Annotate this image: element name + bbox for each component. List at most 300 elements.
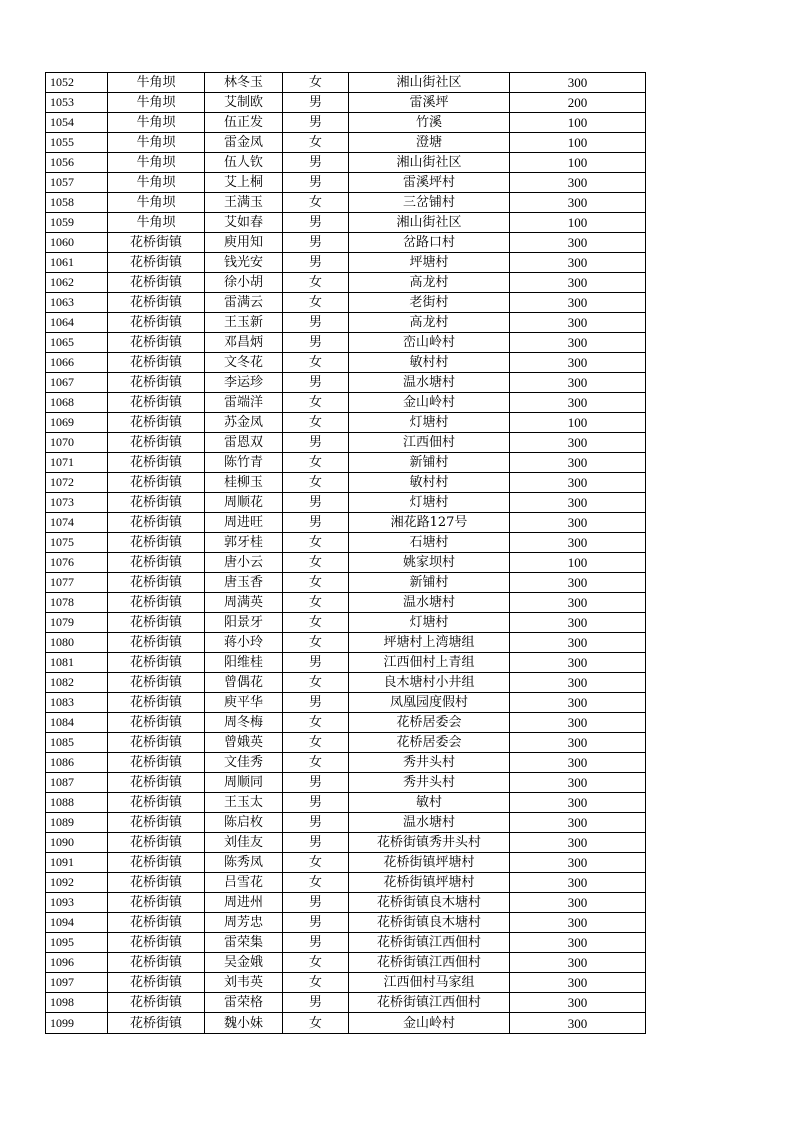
table-row: [46, 373, 646, 393]
person-name-cell: 阳维桂: [205, 653, 283, 673]
town-cell: 牛角坝: [108, 73, 205, 93]
address-cell: 石塘村: [349, 533, 510, 553]
record-number-cell: 1088: [46, 793, 108, 813]
person-name-cell: 吴金娥: [205, 953, 283, 973]
table-row: [46, 773, 646, 793]
address-cell: 雷溪坪: [349, 93, 510, 113]
table-row: [46, 173, 646, 193]
record-number-cell: 1059: [46, 213, 108, 233]
gender-cell: 女: [283, 273, 349, 293]
town-cell: 花桥街镇: [108, 573, 205, 593]
person-name-cell: 王玉新: [205, 313, 283, 333]
address-cell: 高龙村: [349, 313, 510, 333]
address-cell: 花桥居委会: [349, 713, 510, 733]
town-cell: 花桥街镇: [108, 993, 205, 1013]
person-name-cell: 徐小胡: [205, 273, 283, 293]
person-name-cell: 刘佳友: [205, 833, 283, 853]
address-cell: 岔路口村: [349, 233, 510, 253]
record-number-cell: 1077: [46, 573, 108, 593]
record-number-cell: 1085: [46, 733, 108, 753]
town-cell: 牛角坝: [108, 213, 205, 233]
record-number-cell: 1078: [46, 593, 108, 613]
record-number-cell: 1093: [46, 893, 108, 913]
address-cell: 温水塘村: [349, 593, 510, 613]
person-name-cell: 雷荣格: [205, 993, 283, 1013]
amount-cell: 300: [510, 353, 646, 373]
town-cell: 牛角坝: [108, 113, 205, 133]
table-row: [46, 653, 646, 673]
record-number-cell: 1082: [46, 673, 108, 693]
record-number-cell: 1087: [46, 773, 108, 793]
record-number-cell: 1055: [46, 133, 108, 153]
amount-cell: 300: [510, 313, 646, 333]
town-cell: 花桥街镇: [108, 513, 205, 533]
table-row: [46, 473, 646, 493]
record-number-cell: 1067: [46, 373, 108, 393]
town-cell: 花桥街镇: [108, 893, 205, 913]
person-name-cell: 周顺花: [205, 493, 283, 513]
amount-cell: 100: [510, 413, 646, 433]
gender-cell: 男: [283, 773, 349, 793]
address-cell: 花桥街镇江西佃村: [349, 993, 510, 1013]
record-number-cell: 1053: [46, 93, 108, 113]
record-number-cell: 1096: [46, 953, 108, 973]
table-row: [46, 913, 646, 933]
amount-cell: 300: [510, 433, 646, 453]
record-number-cell: 1090: [46, 833, 108, 853]
table-row: [46, 333, 646, 353]
person-name-cell: 曾娥英: [205, 733, 283, 753]
gender-cell: 女: [283, 1013, 349, 1034]
town-cell: 花桥街镇: [108, 813, 205, 833]
person-name-cell: 雷金凤: [205, 133, 283, 153]
address-cell: 花桥街镇良木塘村: [349, 913, 510, 933]
record-number-cell: 1099: [46, 1013, 108, 1034]
table-row: [46, 873, 646, 893]
town-cell: 花桥街镇: [108, 553, 205, 573]
person-name-cell: 王玉太: [205, 793, 283, 813]
table-row: [46, 533, 646, 553]
table-row: [46, 753, 646, 773]
amount-cell: 300: [510, 273, 646, 293]
amount-cell: 300: [510, 773, 646, 793]
amount-cell: 100: [510, 153, 646, 173]
gender-cell: 男: [283, 373, 349, 393]
amount-cell: 300: [510, 673, 646, 693]
town-cell: 花桥街镇: [108, 333, 205, 353]
person-name-cell: 周进旺: [205, 513, 283, 533]
amount-cell: 200: [510, 93, 646, 113]
person-name-cell: 艾上桐: [205, 173, 283, 193]
town-cell: 花桥街镇: [108, 913, 205, 933]
amount-cell: 100: [510, 133, 646, 153]
gender-cell: 男: [283, 513, 349, 533]
person-name-cell: 雷恩双: [205, 433, 283, 453]
table-row: [46, 273, 646, 293]
amount-cell: 300: [510, 293, 646, 313]
amount-cell: 100: [510, 113, 646, 133]
table-row: [46, 933, 646, 953]
address-cell: 峦山岭村: [349, 333, 510, 353]
person-name-cell: 陈秀凤: [205, 853, 283, 873]
address-cell: 凤凰园度假村: [349, 693, 510, 713]
town-cell: 花桥街镇: [108, 533, 205, 553]
person-name-cell: 唐小云: [205, 553, 283, 573]
amount-cell: 300: [510, 633, 646, 653]
address-cell: 秀井头村: [349, 753, 510, 773]
person-name-cell: 周满英: [205, 593, 283, 613]
gender-cell: 女: [283, 553, 349, 573]
table-row: [46, 553, 646, 573]
address-cell: 澄塘: [349, 133, 510, 153]
amount-cell: 300: [510, 973, 646, 993]
amount-cell: 100: [510, 553, 646, 573]
table-row: [46, 573, 646, 593]
town-cell: 花桥街镇: [108, 1013, 205, 1034]
table-row: [46, 673, 646, 693]
gender-cell: 女: [283, 953, 349, 973]
address-cell: 金山岭村: [349, 393, 510, 413]
table-row: [46, 833, 646, 853]
record-number-cell: 1089: [46, 813, 108, 833]
town-cell: 花桥街镇: [108, 373, 205, 393]
table-row: [46, 813, 646, 833]
amount-cell: 300: [510, 953, 646, 973]
person-name-cell: 阳景牙: [205, 613, 283, 633]
amount-cell: 300: [510, 933, 646, 953]
record-number-cell: 1070: [46, 433, 108, 453]
gender-cell: 女: [283, 853, 349, 873]
amount-cell: 300: [510, 853, 646, 873]
gender-cell: 女: [283, 353, 349, 373]
amount-cell: 300: [510, 373, 646, 393]
amount-cell: 300: [510, 453, 646, 473]
person-name-cell: 吕雪花: [205, 873, 283, 893]
address-cell: 花桥街镇江西佃村: [349, 953, 510, 973]
table-row: [46, 433, 646, 453]
town-cell: 花桥街镇: [108, 773, 205, 793]
table-row: [46, 893, 646, 913]
table-row: [46, 193, 646, 213]
town-cell: 花桥街镇: [108, 273, 205, 293]
amount-cell: 300: [510, 913, 646, 933]
address-cell: 湘山街社区: [349, 213, 510, 233]
record-number-cell: 1086: [46, 753, 108, 773]
address-cell: 三岔铺村: [349, 193, 510, 213]
record-number-cell: 1061: [46, 253, 108, 273]
person-name-cell: 雷荣集: [205, 933, 283, 953]
person-name-cell: 雷端洋: [205, 393, 283, 413]
table-row: [46, 513, 646, 533]
amount-cell: 300: [510, 653, 646, 673]
town-cell: 花桥街镇: [108, 393, 205, 413]
amount-cell: 300: [510, 1013, 646, 1034]
amount-cell: 300: [510, 533, 646, 553]
record-number-cell: 1054: [46, 113, 108, 133]
gender-cell: 男: [283, 253, 349, 273]
record-number-cell: 1084: [46, 713, 108, 733]
person-name-cell: 邓昌炳: [205, 333, 283, 353]
gender-cell: 男: [283, 313, 349, 333]
gender-cell: 女: [283, 453, 349, 473]
person-name-cell: 蒋小玲: [205, 633, 283, 653]
amount-cell: 300: [510, 813, 646, 833]
amount-cell: 300: [510, 473, 646, 493]
record-number-cell: 1052: [46, 73, 108, 93]
record-number-cell: 1072: [46, 473, 108, 493]
person-name-cell: 艾制欧: [205, 93, 283, 113]
gender-cell: 女: [283, 633, 349, 653]
amount-cell: 300: [510, 753, 646, 773]
person-name-cell: 刘韦英: [205, 973, 283, 993]
table-row: [46, 293, 646, 313]
town-cell: 花桥街镇: [108, 253, 205, 273]
address-cell: 新铺村: [349, 573, 510, 593]
record-number-cell: 1066: [46, 353, 108, 373]
amount-cell: 300: [510, 73, 646, 93]
address-cell: 坪塘村: [349, 253, 510, 273]
address-cell: 湘花路127号: [349, 513, 510, 533]
amount-cell: 300: [510, 593, 646, 613]
town-cell: 花桥街镇: [108, 733, 205, 753]
gender-cell: 男: [283, 173, 349, 193]
town-cell: 花桥街镇: [108, 973, 205, 993]
table-row: [46, 113, 646, 133]
gender-cell: 女: [283, 293, 349, 313]
gender-cell: 女: [283, 713, 349, 733]
record-number-cell: 1097: [46, 973, 108, 993]
record-number-cell: 1062: [46, 273, 108, 293]
table-row: [46, 1013, 646, 1034]
town-cell: 花桥街镇: [108, 233, 205, 253]
town-cell: 花桥街镇: [108, 753, 205, 773]
gender-cell: 女: [283, 593, 349, 613]
record-number-cell: 1060: [46, 233, 108, 253]
gender-cell: 男: [283, 333, 349, 353]
town-cell: 花桥街镇: [108, 633, 205, 653]
record-number-cell: 1068: [46, 393, 108, 413]
person-name-cell: 周冬梅: [205, 713, 283, 733]
person-name-cell: 伍人钦: [205, 153, 283, 173]
amount-cell: 300: [510, 993, 646, 1013]
record-number-cell: 1075: [46, 533, 108, 553]
address-cell: 竹溪: [349, 113, 510, 133]
person-name-cell: 雷满云: [205, 293, 283, 313]
gender-cell: 男: [283, 813, 349, 833]
amount-cell: 300: [510, 793, 646, 813]
town-cell: 花桥街镇: [108, 473, 205, 493]
amount-cell: 300: [510, 233, 646, 253]
gender-cell: 女: [283, 873, 349, 893]
amount-cell: 300: [510, 513, 646, 533]
gender-cell: 男: [283, 233, 349, 253]
amount-cell: 300: [510, 873, 646, 893]
table-row: [46, 253, 646, 273]
gender-cell: 女: [283, 753, 349, 773]
gender-cell: 男: [283, 833, 349, 853]
record-number-cell: 1092: [46, 873, 108, 893]
gender-cell: 女: [283, 473, 349, 493]
address-cell: 金山岭村: [349, 1013, 510, 1034]
gender-cell: 男: [283, 993, 349, 1013]
address-cell: 姚家坝村: [349, 553, 510, 573]
amount-cell: 300: [510, 333, 646, 353]
table-row: [46, 993, 646, 1013]
table-row: [46, 973, 646, 993]
address-cell: 新铺村: [349, 453, 510, 473]
address-cell: 花桥街镇秀井头村: [349, 833, 510, 853]
town-cell: 牛角坝: [108, 153, 205, 173]
person-name-cell: 周顺同: [205, 773, 283, 793]
town-cell: 花桥街镇: [108, 653, 205, 673]
amount-cell: 300: [510, 493, 646, 513]
amount-cell: 100: [510, 213, 646, 233]
person-name-cell: 庾用知: [205, 233, 283, 253]
gender-cell: 女: [283, 973, 349, 993]
gender-cell: 男: [283, 113, 349, 133]
gender-cell: 女: [283, 673, 349, 693]
gender-cell: 男: [283, 933, 349, 953]
address-cell: 温水塘村: [349, 813, 510, 833]
gender-cell: 男: [283, 653, 349, 673]
amount-cell: 300: [510, 693, 646, 713]
gender-cell: 男: [283, 913, 349, 933]
address-cell: 花桥街镇坪塘村: [349, 873, 510, 893]
person-name-cell: 王满玉: [205, 193, 283, 213]
person-name-cell: 文佳秀: [205, 753, 283, 773]
address-cell: 花桥街镇良木塘村: [349, 893, 510, 913]
record-number-cell: 1058: [46, 193, 108, 213]
town-cell: 花桥街镇: [108, 713, 205, 733]
person-name-cell: 林冬玉: [205, 73, 283, 93]
record-number-cell: 1094: [46, 913, 108, 933]
address-cell: 灯塘村: [349, 613, 510, 633]
amount-cell: 300: [510, 833, 646, 853]
town-cell: 花桥街镇: [108, 833, 205, 853]
town-cell: 花桥街镇: [108, 693, 205, 713]
town-cell: 花桥街镇: [108, 953, 205, 973]
table-row: [46, 313, 646, 333]
town-cell: 花桥街镇: [108, 433, 205, 453]
table-row: [46, 713, 646, 733]
gender-cell: 女: [283, 73, 349, 93]
record-number-cell: 1091: [46, 853, 108, 873]
amount-cell: 300: [510, 613, 646, 633]
table-row: [46, 953, 646, 973]
address-cell: 江西佃村上青组: [349, 653, 510, 673]
record-number-cell: 1073: [46, 493, 108, 513]
town-cell: 牛角坝: [108, 93, 205, 113]
address-cell: 花桥居委会: [349, 733, 510, 753]
person-name-cell: 郭牙桂: [205, 533, 283, 553]
town-cell: 花桥街镇: [108, 313, 205, 333]
person-name-cell: 桂柳玉: [205, 473, 283, 493]
gender-cell: 女: [283, 393, 349, 413]
person-name-cell: 魏小妹: [205, 1013, 283, 1034]
record-number-cell: 1074: [46, 513, 108, 533]
gender-cell: 女: [283, 573, 349, 593]
record-number-cell: 1079: [46, 613, 108, 633]
record-number-cell: 1076: [46, 553, 108, 573]
address-cell: 灯塘村: [349, 493, 510, 513]
address-cell: 敏村村: [349, 473, 510, 493]
gender-cell: 女: [283, 733, 349, 753]
person-name-cell: 伍正发: [205, 113, 283, 133]
town-cell: 牛角坝: [108, 193, 205, 213]
record-number-cell: 1083: [46, 693, 108, 713]
town-cell: 牛角坝: [108, 133, 205, 153]
town-cell: 花桥街镇: [108, 673, 205, 693]
person-name-cell: 周芳忠: [205, 913, 283, 933]
gender-cell: 男: [283, 213, 349, 233]
table-row: [46, 733, 646, 753]
town-cell: 花桥街镇: [108, 853, 205, 873]
amount-cell: 300: [510, 733, 646, 753]
gender-cell: 女: [283, 133, 349, 153]
record-number-cell: 1071: [46, 453, 108, 473]
table-row: [46, 353, 646, 373]
town-cell: 牛角坝: [108, 173, 205, 193]
address-cell: 湘山街社区: [349, 153, 510, 173]
person-name-cell: 周进州: [205, 893, 283, 913]
address-cell: 花桥街镇坪塘村: [349, 853, 510, 873]
gender-cell: 女: [283, 193, 349, 213]
record-number-cell: 1081: [46, 653, 108, 673]
gender-cell: 男: [283, 893, 349, 913]
record-number-cell: 1056: [46, 153, 108, 173]
town-cell: 花桥街镇: [108, 413, 205, 433]
address-cell: 灯塘村: [349, 413, 510, 433]
address-cell: 坪塘村上湾塘组: [349, 633, 510, 653]
table-body: [46, 73, 646, 1034]
person-name-cell: 陈启枚: [205, 813, 283, 833]
address-cell: 花桥街镇江西佃村: [349, 933, 510, 953]
gender-cell: 男: [283, 153, 349, 173]
record-number-cell: 1069: [46, 413, 108, 433]
record-number-cell: 1063: [46, 293, 108, 313]
person-name-cell: 文冬花: [205, 353, 283, 373]
gender-cell: 男: [283, 693, 349, 713]
table-row: [46, 633, 646, 653]
amount-cell: 300: [510, 253, 646, 273]
table-row: [46, 613, 646, 633]
record-number-cell: 1057: [46, 173, 108, 193]
table-row: [46, 93, 646, 113]
table-row: [46, 73, 646, 93]
address-cell: 江西佃村: [349, 433, 510, 453]
town-cell: 花桥街镇: [108, 933, 205, 953]
record-number-cell: 1098: [46, 993, 108, 1013]
town-cell: 花桥街镇: [108, 593, 205, 613]
person-name-cell: 李运珍: [205, 373, 283, 393]
table-row: [46, 413, 646, 433]
gender-cell: 女: [283, 533, 349, 553]
gender-cell: 男: [283, 493, 349, 513]
table-row: [46, 693, 646, 713]
address-cell: 雷溪坪村: [349, 173, 510, 193]
gender-cell: 男: [283, 793, 349, 813]
record-number-cell: 1095: [46, 933, 108, 953]
gender-cell: 女: [283, 613, 349, 633]
amount-cell: 300: [510, 893, 646, 913]
table-row: [46, 153, 646, 173]
record-number-cell: 1065: [46, 333, 108, 353]
table-row: [46, 133, 646, 153]
gender-cell: 女: [283, 413, 349, 433]
table-row: [46, 453, 646, 473]
amount-cell: 300: [510, 173, 646, 193]
table-row: [46, 793, 646, 813]
